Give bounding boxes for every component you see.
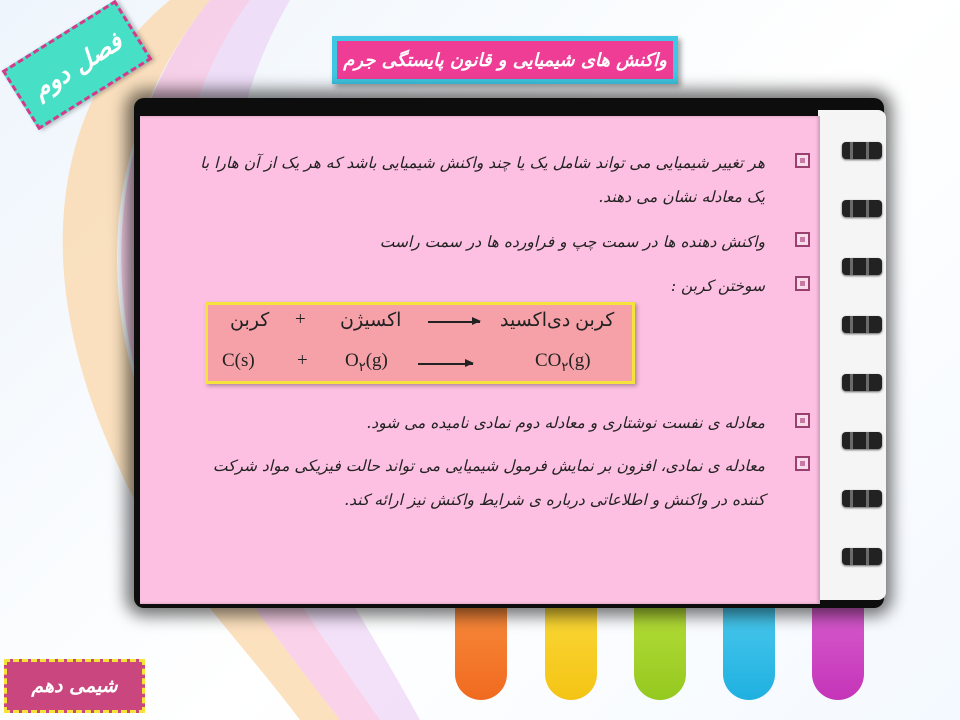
notebook-ring (836, 198, 888, 220)
notebook-ring (836, 546, 888, 568)
bullet-2-text: واکنش دهنده ها در سمت چپ و فراورده ها در سمت راست (379, 233, 765, 251)
sym-eq-arrow (418, 363, 473, 365)
notebook-back-page (818, 110, 886, 600)
bullet-icon (795, 153, 810, 168)
bullet-icon (795, 232, 810, 247)
sym-eq-plus: + (297, 350, 308, 371)
slide-title: واکنش های شیمیایی و قانون پایستگی جرم (343, 49, 667, 71)
notebook-ring (836, 488, 888, 510)
grade-badge-label: شیمی دهم (31, 675, 118, 697)
bullet-3-text: سوختن کربن : (670, 277, 765, 295)
oxygen-symbol: O (345, 350, 359, 371)
notebook-ring (836, 314, 888, 336)
bullet-5-line-1: معادله ی نمادی، افزون بر نمایش فرمول شیمیایی می تواند حالت فیزیکی مواد شرکت (212, 457, 765, 475)
slide-title-inner (337, 41, 673, 79)
notebook-ring (836, 140, 888, 162)
slide-title-box (332, 36, 678, 84)
bullet-icon (795, 413, 810, 428)
grade-badge (4, 659, 145, 713)
oxygen-state: (g) (365, 350, 388, 371)
co2-state: (g) (568, 350, 591, 371)
notebook-ring (836, 372, 888, 394)
co2-symbol: CO (535, 350, 562, 371)
sym-eq-reactant-1: C(s) (222, 350, 255, 371)
chapter-badge-label: فصل دوم (26, 26, 128, 104)
oxygen-subscript: ۲ (358, 358, 366, 374)
bullet-icon (795, 276, 810, 291)
bullet-5-line-2: کننده در واکنش و اطلاعاتی درباره ی شرایط واکنش نیز ارائه کند. (344, 491, 765, 509)
notebook-ring (836, 256, 888, 278)
sym-eq-product (535, 350, 591, 375)
bullet-1-line-1: هر تغییر شیمیایی می تواند شامل یک یا چند واکنش شیمیایی باشد که هر یک از آن هارا با (200, 154, 765, 172)
word-eq-product: کربن دی‌اکسید (500, 310, 615, 331)
word-eq-arrow (428, 321, 480, 323)
word-eq-reactant-2: اکسیژن (340, 310, 402, 331)
word-eq-reactant-1: کربن (230, 310, 270, 331)
notebook-ring (836, 430, 888, 452)
bullet-4-text: معادله ی نفست نوشتاری و معادله دوم نمادی نامیده می شود. (366, 414, 765, 432)
sym-eq-reactant-2 (345, 350, 388, 375)
co2-subscript: ۲ (561, 358, 569, 374)
bullet-icon (795, 456, 810, 471)
bullet-1-line-2: یک معادله نشان می دهند. (598, 188, 765, 206)
word-eq-plus: + (295, 309, 306, 330)
